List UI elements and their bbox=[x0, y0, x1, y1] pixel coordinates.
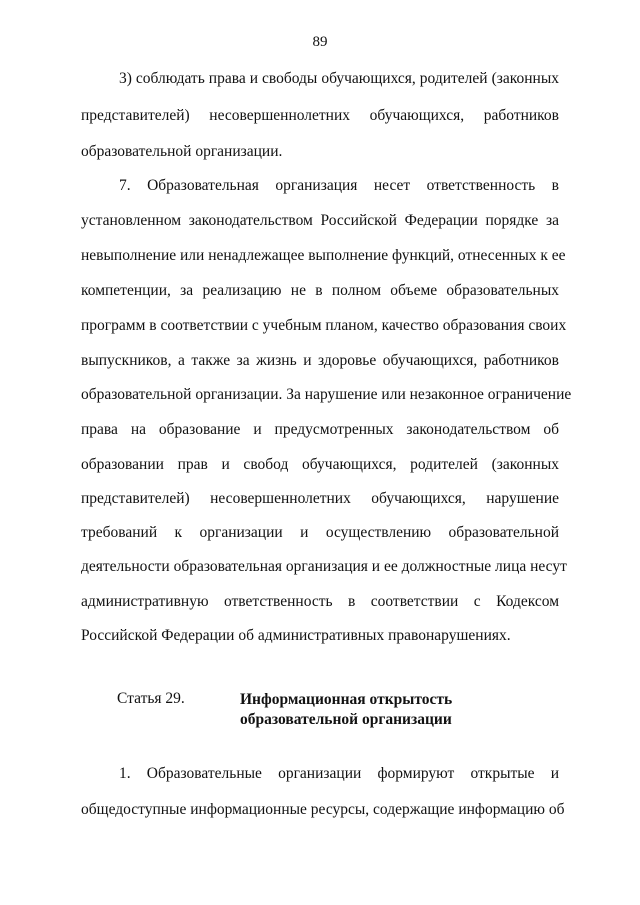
paragraph-line: 7. Образовательная организация несет ответственность в bbox=[119, 177, 559, 194]
page-number: 89 bbox=[312, 34, 328, 50]
paragraph-line: административную ответственность в соответствии с Кодексом bbox=[81, 593, 559, 610]
paragraph-line: представителей) несовершеннолетних обучающихся, работников bbox=[81, 107, 559, 124]
paragraph-line: требований к организации и осуществлению образовательной bbox=[81, 524, 559, 541]
article-title bbox=[240, 690, 452, 730]
article-label: Статья 29. bbox=[117, 690, 185, 707]
article-title-line: образовательной организации bbox=[240, 711, 452, 728]
paragraph-line: Российской Федерации об административных правонарушениях. bbox=[81, 627, 511, 644]
paragraph-line: программ в соответствии с учебным планом, качество образования своих bbox=[81, 317, 567, 334]
paragraph-line: деятельности образовательная организация и ее должностные лица несут bbox=[81, 558, 567, 575]
article-title-line: Информационная открытость bbox=[240, 691, 453, 708]
paragraph-line: невыполнение или ненадлежащее выполнение функций, отнесенных к ее bbox=[81, 247, 566, 264]
paragraph-line: образовании прав и свобод обучающихся, родителей (законных bbox=[81, 456, 559, 473]
paragraph-line: образовательной организации. bbox=[81, 143, 283, 160]
paragraph-line: права на образование и предусмотренных законодательством об bbox=[81, 421, 559, 438]
paragraph-line: образовательной организации. За нарушение или незаконное ограничение bbox=[81, 386, 572, 403]
paragraph-line: 3) соблюдать права и свободы обучающихся, родителей (законных bbox=[119, 70, 559, 87]
paragraph-line: установленном законодательством Российской Федерации порядке за bbox=[81, 212, 559, 229]
paragraph-line: выпускников, а также за жизнь и здоровье обучающихся, работников bbox=[81, 352, 559, 369]
paragraph-line: общедоступные информационные ресурсы, содержащие информацию об bbox=[81, 801, 565, 818]
paragraph-line: 1. Образовательные организации формируют открытые и bbox=[119, 765, 559, 782]
paragraph-line: компетенции, за реализацию не в полном объеме образовательных bbox=[81, 282, 559, 299]
paragraph-line: представителей) несовершеннолетних обучающихся, нарушение bbox=[81, 490, 559, 507]
